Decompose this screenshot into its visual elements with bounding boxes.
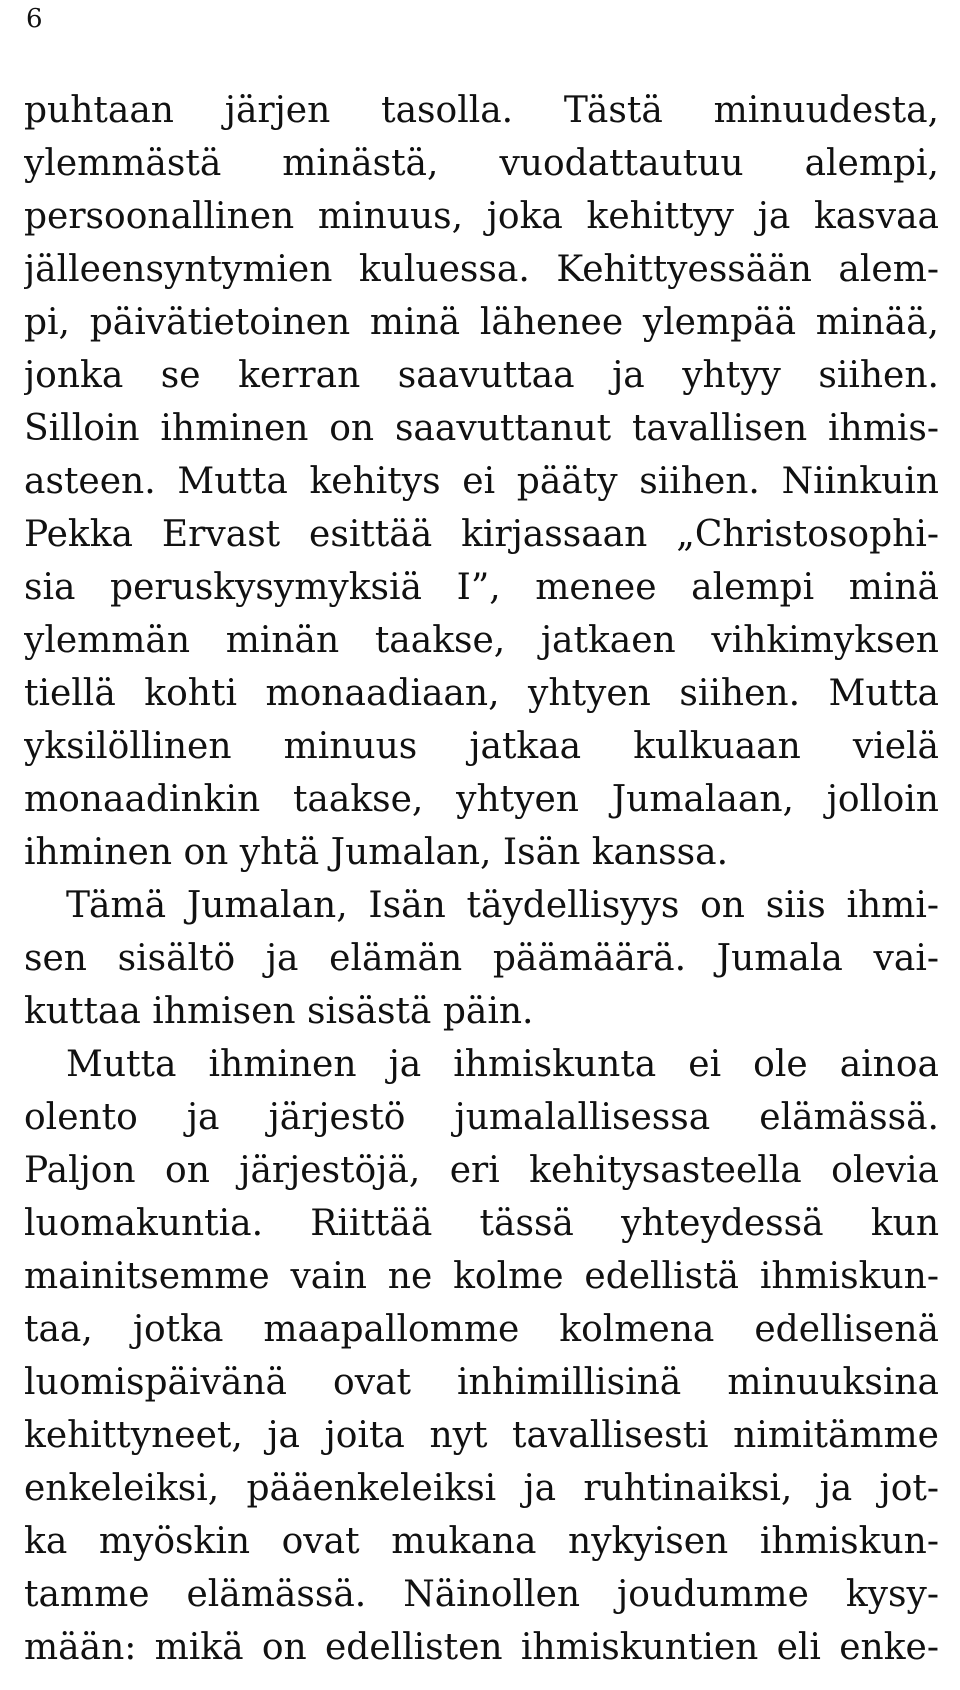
text-line: persoonallinen minuus, joka kehittyy ja kasvaa	[24, 196, 939, 237]
text-line: mainitsemme vain ne kolme edellistä ihmiskun-	[24, 1256, 939, 1297]
text-line: yksilöllinen minuus jatkaa kulkuaan vielä	[24, 726, 939, 767]
text-line: puhtaan järjen tasolla. Tästä minuudesta,	[24, 90, 939, 131]
text-line: kuttaa ihmisen sisästä päin.	[24, 991, 534, 1032]
text-line: Pekka Ervast esittää kirjassaan „Christosophi-	[24, 514, 939, 555]
text-line: taa, jotka maapallomme kolmena edellisenä	[24, 1309, 939, 1350]
text-line: enkeleiksi, pääenkeleiksi ja ruhtinaiksi, ja jot-	[24, 1468, 939, 1509]
text-line: asteen. Mutta kehitys ei pääty siihen. Niinkuin	[24, 461, 939, 502]
text-line: jonka se kerran saavuttaa ja yhtyy siihen.	[24, 355, 939, 396]
text-line: kehittyneet, ja joita nyt tavallisesti nimitämme	[24, 1415, 939, 1456]
text-line: sia peruskysymyksiä I”, menee alempi minä	[24, 567, 939, 608]
text-line: Paljon on järjestöjä, eri kehitysasteella olevia	[24, 1150, 939, 1191]
paragraph-first-line: Mutta ihminen ja ihmiskunta ei ole ainoa	[66, 1044, 939, 1085]
paragraph-first-line: Tämä Jumalan, Isän täydellisyys on siis ihmi-	[66, 885, 939, 926]
text-line: sen sisältö ja elämän päämäärä. Jumala vai-	[24, 938, 939, 979]
page-number: 6	[26, 4, 43, 34]
text-line: tiellä kohti monaadiaan, yhtyen siihen. Mutta	[24, 673, 939, 714]
text-line: luomispäivänä ovat inhimillisinä minuuksina	[24, 1362, 939, 1403]
text-line: jälleensyntymien kuluessa. Kehittyessään alem-	[24, 249, 939, 290]
text-line: ylemmän minän taakse, jatkaen vihkimyksen	[24, 620, 939, 661]
text-line: ka myöskin ovat mukana nykyisen ihmiskun-	[24, 1521, 939, 1562]
text-line: tamme elämässä. Näinollen joudumme kysy-	[24, 1574, 939, 1615]
text-line: monaadinkin taakse, yhtyen Jumalaan, jolloin	[24, 779, 939, 820]
text-line: luomakuntia. Riittää tässä yhteydessä kun	[24, 1203, 939, 1244]
text-line: ihminen on yhtä Jumalan, Isän kanssa.	[24, 832, 729, 873]
text-line: mään: mikä on edellisten ihmiskuntien eli enke-	[24, 1627, 939, 1668]
body-text	[24, 84, 939, 1674]
text-line: ylemmästä minästä, vuodattautuu alempi,	[24, 143, 939, 184]
text-line: pi, päivätietoinen minä lähenee ylempää minää,	[24, 302, 939, 343]
text-line: olento ja järjestö jumalallisessa elämässä.	[24, 1097, 939, 1138]
text-line: Silloin ihminen on saavuttanut tavallisen ihmis-	[24, 408, 939, 449]
